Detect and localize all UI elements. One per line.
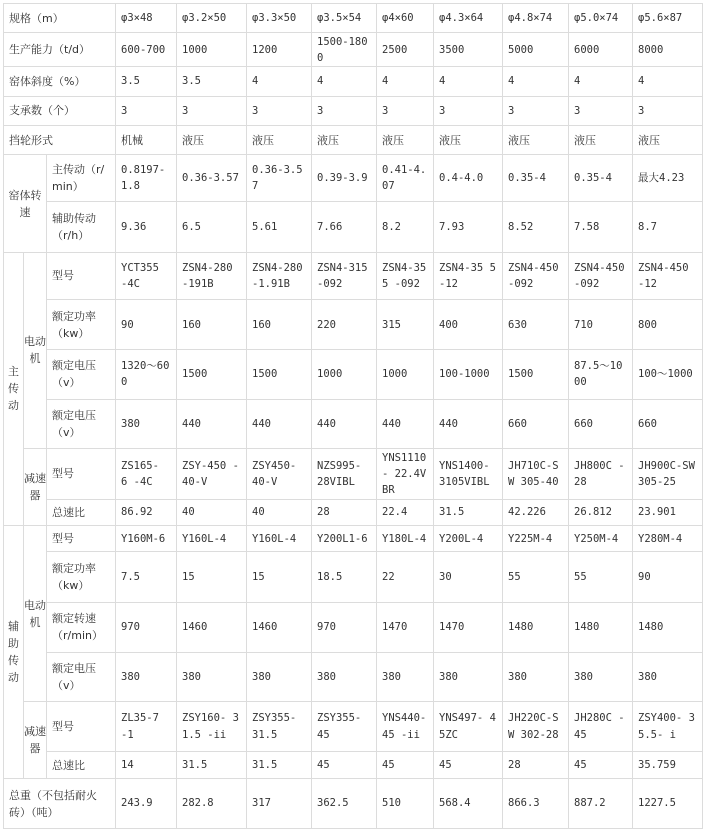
table-cell: 866.3	[503, 779, 569, 829]
table-cell: 1320～600	[116, 349, 177, 399]
table-cell: 45	[569, 751, 633, 778]
row-label: 额定电压（v）	[47, 399, 116, 449]
table-cell: 26.812	[569, 499, 633, 525]
row-label: 规格（m）	[4, 4, 116, 33]
table-cell: 31.5	[177, 751, 247, 778]
spec-cell: φ3.3×50	[247, 4, 312, 33]
table-cell: Y250M-4	[569, 526, 633, 552]
aux-motor-voltage-row	[4, 652, 703, 702]
table-cell: 1000	[177, 33, 247, 67]
table-cell: 282.8	[177, 779, 247, 829]
row-label: 型号	[47, 449, 116, 499]
row-label: 生产能力（t/d）	[4, 33, 116, 67]
kiln-speed-aux-row	[4, 202, 703, 253]
main-reducer-model-row	[4, 449, 703, 499]
main-motor-power-row	[4, 300, 703, 350]
spec-cell: φ4.8×74	[503, 4, 569, 33]
table-cell: 1500	[247, 349, 312, 399]
table-cell: 3500	[434, 33, 503, 67]
group-label-main-motor: 电动机	[24, 252, 47, 449]
table-cell: 15	[247, 552, 312, 603]
table-cell: 380	[633, 652, 703, 702]
table-cell: 1000	[312, 349, 377, 399]
table-cell: 0.36-3.57	[177, 155, 247, 202]
table-cell: 40	[247, 499, 312, 525]
table-cell: 1470	[377, 602, 434, 652]
table-cell: 86.92	[116, 499, 177, 525]
wheel-row	[4, 126, 703, 155]
table-cell: 23.901	[633, 499, 703, 525]
table-cell: Y200L1-6	[312, 526, 377, 552]
table-cell: 5.61	[247, 202, 312, 253]
table-cell: 7.93	[434, 202, 503, 253]
row-label: 总速比	[47, 499, 116, 525]
table-cell: 液压	[177, 126, 247, 155]
table-cell: 2500	[377, 33, 434, 67]
table-cell: 30	[434, 552, 503, 603]
table-cell: 7.5	[116, 552, 177, 603]
table-cell: 4	[503, 67, 569, 96]
table-cell: 1500	[503, 349, 569, 399]
table-cell: JH280C - 45	[569, 702, 633, 752]
row-label: 挡轮形式	[4, 126, 116, 155]
kiln-speed-main-row	[4, 155, 703, 202]
table-cell: ZSY400- 35.5- i	[633, 702, 703, 752]
table-cell: 317	[247, 779, 312, 829]
table-cell: ZSY450- 40-V	[247, 449, 312, 499]
table-cell: 0.8197-1.8	[116, 155, 177, 202]
table-cell: 1200	[247, 33, 312, 67]
table-cell: 6.5	[177, 202, 247, 253]
table-cell: 380	[116, 399, 177, 449]
row-label: 窑体斜度（%）	[4, 67, 116, 96]
main-motor-model-row	[4, 252, 703, 300]
row-label: 额定功率（kw）	[47, 300, 116, 350]
row-label: 支承数（个）	[4, 96, 116, 125]
table-cell: 380	[312, 652, 377, 702]
table-cell: Y200L-4	[434, 526, 503, 552]
table-cell: 440	[377, 399, 434, 449]
aux-motor-power-row	[4, 552, 703, 603]
table-cell: 660	[633, 399, 703, 449]
aux-motor-model-row	[4, 526, 703, 552]
table-cell: ZSN4-450 -092	[503, 252, 569, 300]
table-cell: 0.36-3.57	[247, 155, 312, 202]
table-cell: 3	[377, 96, 434, 125]
table-cell: 55	[503, 552, 569, 603]
table-cell: 380	[434, 652, 503, 702]
table-cell: 3.5	[177, 67, 247, 96]
table-cell: 液压	[503, 126, 569, 155]
weight-row	[4, 779, 703, 829]
table-cell: 3	[569, 96, 633, 125]
table-cell: 160	[177, 300, 247, 350]
table-cell: 887.2	[569, 779, 633, 829]
group-label-aux-motor: 电动机	[24, 526, 47, 702]
table-cell: 液压	[569, 126, 633, 155]
table-cell: 22	[377, 552, 434, 603]
table-cell: 4	[569, 67, 633, 96]
table-cell: JH220C-SW 302-28	[503, 702, 569, 752]
table-cell: ZSY160- 31.5 -ii	[177, 702, 247, 752]
table-cell: 55	[569, 552, 633, 603]
group-label-main-reducer: 减速器	[24, 449, 47, 526]
table-cell: 440	[434, 399, 503, 449]
table-cell: 630	[503, 300, 569, 350]
group-label-main-drive: 主传动	[4, 252, 24, 525]
spec-cell: φ4.3×64	[434, 4, 503, 33]
table-cell: 8.52	[503, 202, 569, 253]
table-cell: Y160M-6	[116, 526, 177, 552]
row-label: 总重（不包括耐火砖）（吨）	[4, 779, 116, 829]
table-cell: 7.66	[312, 202, 377, 253]
table-cell: 液压	[633, 126, 703, 155]
table-cell: 1227.5	[633, 779, 703, 829]
table-cell: 3	[247, 96, 312, 125]
table-cell: 0.35-4	[503, 155, 569, 202]
table-cell: YNS1110- 22.4VBR	[377, 449, 434, 499]
table-cell: ZSY355- 45	[312, 702, 377, 752]
group-label-kiln-speed: 窑体转速	[4, 155, 47, 252]
table-cell: ZSN4-355 -092	[377, 252, 434, 300]
table-cell: JH710C-SW 305-40	[503, 449, 569, 499]
row-label: 额定电压（v）	[47, 652, 116, 702]
table-cell: 4	[247, 67, 312, 96]
table-cell: 87.5～1000	[569, 349, 633, 399]
row-label: 额定功率（kw）	[47, 552, 116, 603]
table-cell: 380	[503, 652, 569, 702]
spec-cell: φ3×48	[116, 4, 177, 33]
table-cell: 362.5	[312, 779, 377, 829]
table-cell: 440	[247, 399, 312, 449]
table-cell: 22.4	[377, 499, 434, 525]
table-cell: 8.2	[377, 202, 434, 253]
table-cell: 4	[434, 67, 503, 96]
table-cell: 0.35-4	[569, 155, 633, 202]
table-cell: YNS497- 45ZC	[434, 702, 503, 752]
aux-ratio-row	[4, 751, 703, 778]
main-motor-voltage-row	[4, 349, 703, 399]
table-cell: 31.5	[247, 751, 312, 778]
table-cell: 1500	[177, 349, 247, 399]
table-cell: 1480	[569, 602, 633, 652]
table-cell: 18.5	[312, 552, 377, 603]
table-cell: Y160L-4	[247, 526, 312, 552]
table-cell: 660	[569, 399, 633, 449]
table-cell: 8000	[633, 33, 703, 67]
table-cell: ZSY-450 -40-V	[177, 449, 247, 499]
table-cell: 1480	[633, 602, 703, 652]
table-cell: 14	[116, 751, 177, 778]
table-cell: YCT355 -4C	[116, 252, 177, 300]
spec-cell: φ4×60	[377, 4, 434, 33]
table-cell: 3.5	[116, 67, 177, 96]
table-cell: 1470	[434, 602, 503, 652]
row-label: 型号	[47, 702, 116, 752]
row-label: 型号	[47, 252, 116, 300]
table-cell: 440	[312, 399, 377, 449]
table-cell: 9.36	[116, 202, 177, 253]
group-label-aux-reducer: 减速器	[24, 702, 47, 779]
capacity-row	[4, 33, 703, 67]
table-cell: 液压	[377, 126, 434, 155]
table-cell: 0.4-4.0	[434, 155, 503, 202]
table-cell: 380	[247, 652, 312, 702]
table-cell: YNS1400- 3105VIBL	[434, 449, 503, 499]
table-cell: 3	[434, 96, 503, 125]
table-cell: ZSN4-280 -1.91B	[247, 252, 312, 300]
table-cell: 7.58	[569, 202, 633, 253]
spec-cell: φ3.5×54	[312, 4, 377, 33]
table-cell: ZSN4-450 -12	[633, 252, 703, 300]
spec-row	[4, 4, 703, 33]
table-cell: NZS995- 28VIBL	[312, 449, 377, 499]
table-cell: 液压	[312, 126, 377, 155]
spec-cell: φ5.6×87	[633, 4, 703, 33]
group-label-aux-drive: 辅助传动	[4, 526, 24, 779]
table-cell: 800	[633, 300, 703, 350]
table-cell: 600-700	[116, 33, 177, 67]
table-cell: 710	[569, 300, 633, 350]
table-cell: 160	[247, 300, 312, 350]
table-cell: 400	[434, 300, 503, 350]
row-label: 额定转速（r/min）	[47, 602, 116, 652]
table-cell: 3	[312, 96, 377, 125]
table-cell: ZL35-7 -1	[116, 702, 177, 752]
table-cell: 380	[569, 652, 633, 702]
table-cell: 液压	[247, 126, 312, 155]
row-label: 额定电压（v）	[47, 349, 116, 399]
table-cell: 4	[633, 67, 703, 96]
table-cell: 1500-1800	[312, 33, 377, 67]
table-cell: 40	[177, 499, 247, 525]
table-cell: 440	[177, 399, 247, 449]
spec-cell: φ3.2×50	[177, 4, 247, 33]
table-cell: 315	[377, 300, 434, 350]
table-cell: 0.39-3.9	[312, 155, 377, 202]
table-cell: 243.9	[116, 779, 177, 829]
table-cell: 15	[177, 552, 247, 603]
row-label: 辅助传动（r/h）	[47, 202, 116, 253]
aux-reducer-model-row	[4, 702, 703, 752]
aux-motor-speed-row	[4, 602, 703, 652]
table-cell: 3	[116, 96, 177, 125]
table-cell: 90	[116, 300, 177, 350]
table-cell: 1460	[177, 602, 247, 652]
table-cell: ZS165- 6 -4C	[116, 449, 177, 499]
table-cell: Y160L-4	[177, 526, 247, 552]
table-cell: 42.226	[503, 499, 569, 525]
table-cell: 100-1000	[434, 349, 503, 399]
table-cell: 380	[377, 652, 434, 702]
table-cell: 4	[377, 67, 434, 96]
table-cell: 28	[503, 751, 569, 778]
table-cell: 380	[116, 652, 177, 702]
table-cell: 568.4	[434, 779, 503, 829]
table-cell: 1480	[503, 602, 569, 652]
table-cell: 1460	[247, 602, 312, 652]
table-cell: 970	[312, 602, 377, 652]
table-cell: 4	[312, 67, 377, 96]
table-cell: JH900C-SW 305-25	[633, 449, 703, 499]
table-cell: 510	[377, 779, 434, 829]
table-cell: ZSY355- 31.5	[247, 702, 312, 752]
table-cell: ZSN4-280 -191B	[177, 252, 247, 300]
table-cell: ZSN4-35 5 -12	[434, 252, 503, 300]
table-cell: Y180L-4	[377, 526, 434, 552]
table-cell: 3	[633, 96, 703, 125]
spec-cell: φ5.0×74	[569, 4, 633, 33]
table-cell: Y280M-4	[633, 526, 703, 552]
slope-row	[4, 67, 703, 96]
table-cell: 0.41-4.07	[377, 155, 434, 202]
table-cell: 31.5	[434, 499, 503, 525]
table-cell: 6000	[569, 33, 633, 67]
table-cell: 35.759	[633, 751, 703, 778]
supports-row	[4, 96, 703, 125]
table-cell: 45	[377, 751, 434, 778]
table-cell: 3	[503, 96, 569, 125]
table-cell: 380	[177, 652, 247, 702]
table-cell: 660	[503, 399, 569, 449]
table-cell: ZSN4-450 -092	[569, 252, 633, 300]
table-cell: 1000	[377, 349, 434, 399]
table-cell: 3	[177, 96, 247, 125]
table-cell: 90	[633, 552, 703, 603]
table-cell: 28	[312, 499, 377, 525]
table-cell: 机械	[116, 126, 177, 155]
table-cell: ZSN4-315 -092	[312, 252, 377, 300]
table-cell: JH800C - 28	[569, 449, 633, 499]
table-cell: Y225M-4	[503, 526, 569, 552]
kiln-spec-table	[3, 3, 703, 829]
table-cell: 100～1000	[633, 349, 703, 399]
table-cell: 最大4.23	[633, 155, 703, 202]
row-label: 总速比	[47, 751, 116, 778]
table-cell: 45	[312, 751, 377, 778]
main-ratio-row	[4, 499, 703, 525]
table-cell: YNS440- 45 -ii	[377, 702, 434, 752]
table-cell: 8.7	[633, 202, 703, 253]
row-label: 主传动（r/min）	[47, 155, 116, 202]
table-cell: 970	[116, 602, 177, 652]
table-cell: 45	[434, 751, 503, 778]
table-cell: 220	[312, 300, 377, 350]
row-label: 型号	[47, 526, 116, 552]
main-motor-voltage-row	[4, 399, 703, 449]
table-cell: 5000	[503, 33, 569, 67]
table-cell: 液压	[434, 126, 503, 155]
